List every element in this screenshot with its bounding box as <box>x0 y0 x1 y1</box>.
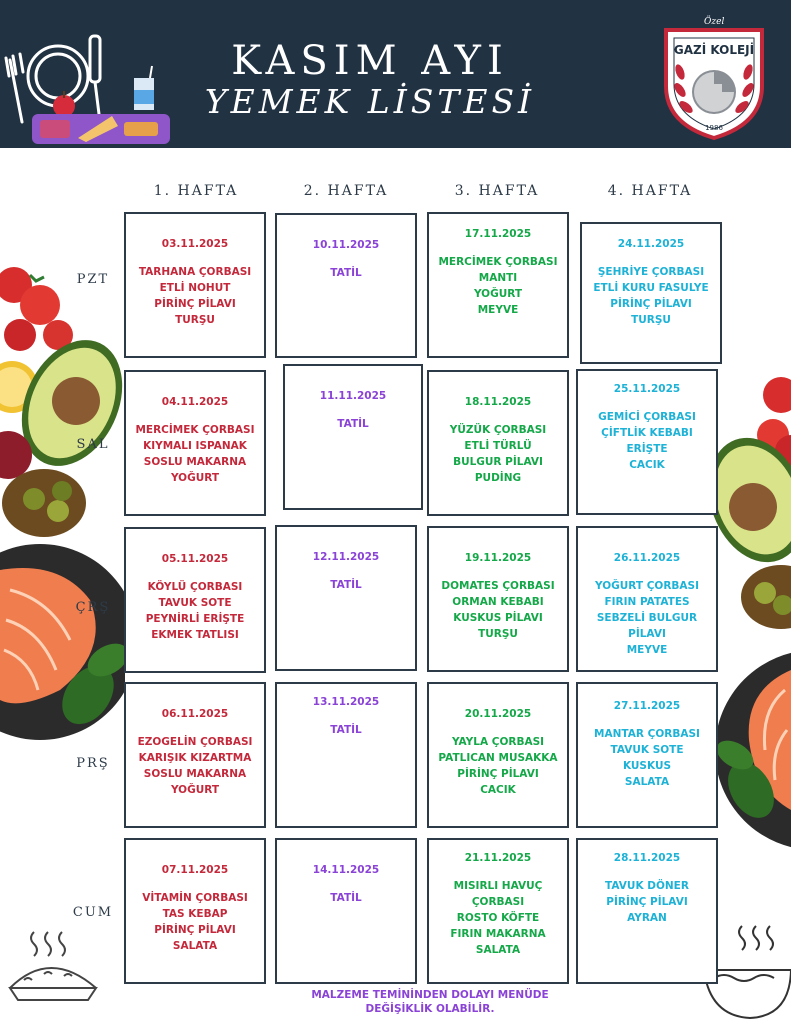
menu-item: KUSKUS <box>622 760 672 772</box>
menu-cell <box>427 682 569 828</box>
menu-item: TATİL <box>330 579 362 591</box>
menu-date: 19.11.2025 <box>464 552 532 564</box>
menu-item: TAS KEBAP <box>162 908 228 920</box>
menu-item: TURŞU <box>478 628 518 640</box>
menu-item: AYRAN <box>627 912 667 924</box>
logo-top-text: Özel <box>704 17 725 27</box>
menu-item: TARHANA ÇORBASI <box>138 266 252 278</box>
menu-cell <box>576 369 718 515</box>
menu-cell <box>427 838 569 984</box>
menu-item: KUSKUS PİLAVI <box>453 612 543 624</box>
logo-year: 1986 <box>705 124 723 132</box>
menu-date: 07.11.2025 <box>161 864 229 876</box>
menu-item: MERCİMEK ÇORBASI <box>135 424 255 436</box>
menu-item: SALATA <box>172 940 218 952</box>
menu-cell <box>124 527 266 673</box>
day-header-tue: SAL <box>76 437 110 452</box>
menu-date: 20.11.2025 <box>464 708 532 720</box>
menu-item: PATLICAN MUSAKKA <box>438 752 558 764</box>
week-header-2: 2. HAFTA <box>303 183 389 199</box>
day-header-fri: CUM <box>72 905 114 920</box>
menu-item: SALATA <box>475 944 521 956</box>
school-logo <box>652 12 776 142</box>
menu-item: ROSTO KÖFTE <box>456 912 540 924</box>
menu-date: 17.11.2025 <box>464 228 532 240</box>
menu-item: FIRIN PATATES <box>604 596 690 608</box>
menu-item: VİTAMİN ÇORBASI <box>142 892 248 904</box>
page-title: KASIM AYI <box>231 38 509 84</box>
menu-date: 12.11.2025 <box>312 551 380 563</box>
menu-item: MEYVE <box>626 644 668 656</box>
menu-item: TAVUK DÖNER <box>605 880 689 892</box>
menu-item: ÇİFTLİK KEBABI <box>601 427 693 439</box>
menu-item: TAVUK SOTE <box>158 597 232 609</box>
menu-item: SOSLU MAKARNA <box>143 768 247 780</box>
menu-item: YOĞURT <box>170 472 220 484</box>
menu-item: ÇORBASI <box>471 896 525 908</box>
menu-cell <box>576 838 718 984</box>
menu-cell <box>427 212 569 358</box>
menu-cell <box>124 838 266 984</box>
menu-item: ETLİ NOHUT <box>159 282 231 294</box>
menu-item: EZOGELİN ÇORBASI <box>137 736 253 748</box>
menu-item: MEYVE <box>477 304 519 316</box>
menu-cell <box>580 222 722 364</box>
menu-date: 06.11.2025 <box>161 708 229 720</box>
menu-date: 11.11.2025 <box>319 390 387 402</box>
menu-cell <box>124 682 266 828</box>
menu-item: TURŞU <box>175 314 215 326</box>
menu-date: 04.11.2025 <box>161 396 229 408</box>
menu-cell <box>283 364 423 510</box>
menu-item: PİRİNÇ PİLAVI <box>610 298 692 310</box>
menu-date: 13.11.2025 <box>312 696 380 708</box>
menu-item: TATİL <box>330 892 362 904</box>
menu-item: PİLAVI <box>628 628 666 640</box>
menu-item: BULGUR PİLAVI <box>453 456 543 468</box>
menu-cell <box>427 370 569 516</box>
menu-item: ŞEHRİYE ÇORBASI <box>597 266 705 278</box>
menu-item: PİRİNÇ PİLAVI <box>606 896 688 908</box>
menu-item: PİRİNÇ PİLAVI <box>154 298 236 310</box>
menu-date: 14.11.2025 <box>312 864 380 876</box>
day-header-mon: PZT <box>76 272 110 287</box>
menu-item: MANTI <box>478 272 518 284</box>
menu-item: TAVUK SOTE <box>610 744 684 756</box>
menu-item: ETLİ KURU FASULYE <box>593 282 709 294</box>
menu-cell <box>427 526 569 672</box>
tomato-avocado-illustration <box>0 255 125 555</box>
menu-item: ORMAN KEBABI <box>452 596 544 608</box>
menu-item: YOĞURT ÇORBASI <box>594 580 700 592</box>
menu-cell <box>124 370 266 516</box>
menu-item: CACIK <box>480 784 516 796</box>
menu-item: MANTAR ÇORBASI <box>594 728 700 740</box>
menu-item: TATİL <box>337 418 369 430</box>
menu-item: PEYNİRLİ ERİŞTE <box>145 613 245 625</box>
menu-item: MERCİMEK ÇORBASI <box>438 256 558 268</box>
menu-item: PUDİNG <box>474 472 522 484</box>
menu-cell <box>275 838 417 984</box>
menu-cell <box>275 525 417 671</box>
menu-item: SEBZELİ BULGUR <box>596 612 698 624</box>
menu-item: CACIK <box>629 459 665 471</box>
menu-cell <box>275 682 417 828</box>
header-banner <box>0 0 791 148</box>
menu-date: 27.11.2025 <box>613 700 681 712</box>
menu-item: PİRİNÇ PİLAVI <box>154 924 236 936</box>
week-header-3: 3. HAFTA <box>454 183 540 199</box>
day-header-thu: PRŞ <box>76 756 110 771</box>
week-header-1: 1. HAFTA <box>153 183 239 199</box>
menu-date: 03.11.2025 <box>161 238 229 250</box>
footer-note: MALZEME TEMİNİNDEN DOLAYI MENÜDE DEĞİŞİKLİK OLABİLİR. <box>311 989 549 1015</box>
menu-cell <box>124 212 266 358</box>
menu-item: YOĞURT <box>170 784 220 796</box>
menu-date: 28.11.2025 <box>613 852 681 864</box>
menu-item: FIRIN MAKARNA <box>450 928 546 940</box>
menu-item: YÜZÜK ÇORBASI <box>449 424 547 436</box>
menu-item: KIYMALI ISPANAK <box>143 440 247 452</box>
menu-item: YAYLA ÇORBASI <box>451 736 545 748</box>
logo-name: GAZİ KOLEJİ <box>673 43 755 57</box>
menu-date: 26.11.2025 <box>613 552 681 564</box>
salmon-plate-illustration <box>0 540 125 745</box>
menu-item: PİRİNÇ PİLAVI <box>457 768 539 780</box>
menu-item: ERİŞTE <box>626 443 668 455</box>
menu-item: SOSLU MAKARNA <box>143 456 247 468</box>
week-header-4: 4. HAFTA <box>607 183 693 199</box>
menu-item: EKMEK TATLISI <box>151 629 239 641</box>
page-subtitle: YEMEK LİSTESİ <box>204 82 536 121</box>
menu-item: GEMİCİ ÇORBASI <box>598 411 696 423</box>
menu-item: KARIŞIK KIZARTMA <box>138 752 252 764</box>
menu-item: TATİL <box>330 724 362 736</box>
menu-item: TURŞU <box>631 314 671 326</box>
menu-cell <box>576 526 718 672</box>
menu-item: MISIRLI HAVUÇ <box>453 880 543 892</box>
menu-item: SALATA <box>624 776 670 788</box>
menu-cell <box>275 213 417 358</box>
menu-date: 25.11.2025 <box>613 383 681 395</box>
menu-date: 05.11.2025 <box>161 553 229 565</box>
menu-item: TATİL <box>330 267 362 279</box>
pie-steam-icon <box>4 928 104 1008</box>
menu-date: 24.11.2025 <box>617 238 685 250</box>
menu-date: 21.11.2025 <box>464 852 532 864</box>
menu-item: ETLİ TÜRLÜ <box>464 440 532 452</box>
cutlery-tray-icon <box>0 30 180 150</box>
menu-item: KÖYLÜ ÇORBASI <box>147 581 243 593</box>
menu-cell <box>576 682 718 828</box>
day-header-wed: ÇRŞ <box>75 600 111 615</box>
menu-item: YOĞURT <box>473 288 523 300</box>
menu-date: 10.11.2025 <box>312 239 380 251</box>
menu-date: 18.11.2025 <box>464 396 532 408</box>
menu-item: DOMATES ÇORBASI <box>441 580 555 592</box>
